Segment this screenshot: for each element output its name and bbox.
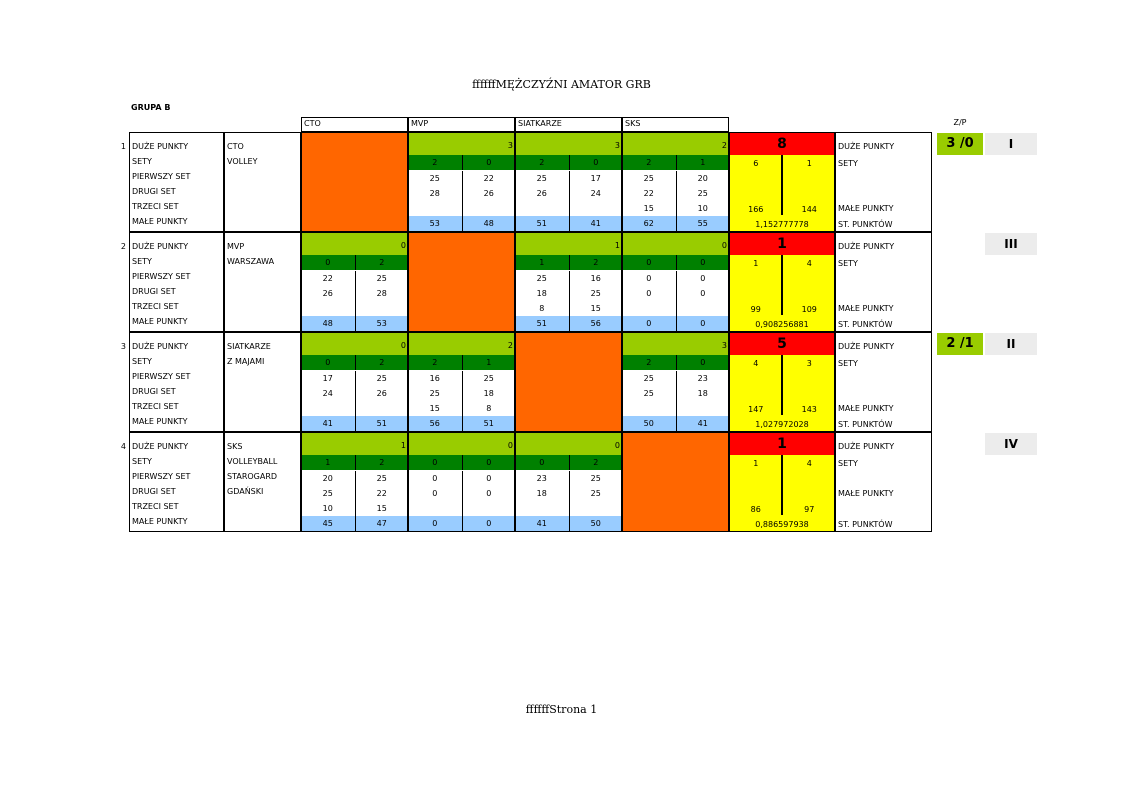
score-s3: 8 [462,401,516,416]
score-sets: 0 [462,155,516,170]
score-mp: 0 [676,316,730,331]
score-sets: 0 [325,258,331,267]
row-label: TRZECI SET [132,402,179,411]
total-points: 8 [777,136,787,152]
score-s1: 25 [569,471,623,486]
row-label: DUŻE PUNKTY [132,442,189,451]
score-s1: 0 [676,271,730,286]
score-mp: 50 [643,419,654,428]
score-s2: 24 [569,186,623,201]
row-label: TRZECI SET [132,202,179,211]
row-label: TRZECI SET [132,502,179,511]
match-points: 1 [400,441,406,450]
score-sets: 2 [355,355,409,370]
match-points: 0 [614,441,620,450]
score-mp: 45 [322,519,333,528]
score-sets: 2 [539,158,545,167]
score-s2: 26 [322,289,333,298]
team-name-line: SIATKARZE [227,342,271,351]
score-s3: 8 [539,304,545,313]
score-s2: 24 [322,389,333,398]
small-won: 99 [750,305,761,314]
score-s1: 20 [322,474,333,483]
small-won: 147 [748,405,764,414]
team-name-line: Z MAJAMI [227,357,265,366]
sets-lost: 4 [806,459,812,468]
score-s2: 22 [355,486,409,501]
score-s3 [408,501,462,516]
rank-badge: I [985,133,1037,155]
page-footer: ffffffStrona 1 [525,703,598,716]
team-name-line: WARSZAWA [227,257,275,266]
score-sets: 2 [355,255,409,270]
score-mp: 41 [676,416,730,431]
self-match-cell [408,233,515,331]
row-label: TRZECI SET [132,302,179,311]
row-label: SETY [132,457,152,466]
right-label-sets: SETY [838,259,858,268]
score-s1: 16 [429,374,440,383]
row-label: MAŁE PUNKTY [132,317,188,326]
score-s2: 25 [643,389,654,398]
right-label-sets: SETY [838,459,858,468]
score-mp: 50 [569,516,623,531]
row-label: MAŁE PUNKTY [132,417,188,426]
score-s3 [355,401,409,416]
sets-won: 6 [753,159,759,168]
score-s2: 26 [536,189,547,198]
score-s2: 18 [536,489,547,498]
score-s3 [408,201,462,216]
score-sets: 2 [646,358,652,367]
column-header: SIATKARZE [515,117,622,132]
match-points: 0 [721,241,727,250]
score-mp: 56 [569,316,623,331]
row-label: SETY [132,257,152,266]
right-label-ratio: ST. PUNKTÓW [838,420,893,429]
match-points: 1 [614,241,620,250]
match-points: 0 [507,441,513,450]
score-sets: 0 [325,358,331,367]
score-s3 [569,501,623,516]
zp-header: Z/P [953,118,967,127]
small-lost: 144 [801,205,817,214]
score-mp: 41 [536,519,547,528]
rank-badge: III [985,233,1037,255]
column-header: MVP [408,117,515,132]
score-sets: 0 [539,458,545,467]
score-mp: 51 [462,416,516,431]
team-name-line: STAROGARD [227,472,278,481]
row-label: PIERWSZY SET [132,472,191,481]
team-name-line: MVP [227,242,245,251]
score-mp: 56 [429,419,440,428]
right-label-ratio: ST. PUNKTÓW [838,220,893,229]
score-s2: 0 [432,489,438,498]
score-s3 [355,301,409,316]
score-mp: 51 [536,319,547,328]
score-s1: 16 [569,271,623,286]
row-label: DRUGI SET [132,287,176,296]
score-mp: 0 [462,516,516,531]
sets-lost: 4 [806,259,812,268]
score-s2: 22 [643,189,654,198]
score-s2: 25 [569,486,623,501]
score-s3: 15 [643,204,654,213]
right-label-big: DUŻE PUNKTY [838,342,895,351]
score-s1: 25 [462,371,516,386]
self-match-cell [622,433,729,531]
score-s3: 10 [676,201,730,216]
team-name-line: VOLLEYBALL [227,457,278,466]
column-header: SKS [622,117,729,132]
small-won: 166 [748,205,764,214]
match-points: 2 [721,141,727,150]
score-s2: 28 [429,189,440,198]
score-mp: 41 [322,419,333,428]
score-s2: 26 [355,386,409,401]
score-s2: 25 [569,286,623,301]
score-s1: 25 [355,271,409,286]
team-name-line: VOLLEY [227,157,258,166]
score-s1: 25 [643,374,654,383]
row-label: PIERWSZY SET [132,272,191,281]
score-mp: 0 [432,519,438,528]
score-s3: 15 [569,301,623,316]
score-sets: 0 [569,155,623,170]
score-s2: 0 [462,486,516,501]
right-label-ratio: ST. PUNKTÓW [838,320,893,329]
right-label-big: DUŻE PUNKTY [838,442,895,451]
score-s1: 22 [462,171,516,186]
right-label-small: MAŁE PUNKTY [838,404,894,413]
score-s2: 28 [355,286,409,301]
wins-losses-badge: 3 /0 [937,133,983,155]
right-label-small: MAŁE PUNKTY [838,204,894,213]
score-mp: 51 [355,416,409,431]
points-ratio: 0,886597938 [755,520,809,529]
score-sets: 2 [432,358,438,367]
score-s1: 23 [676,371,730,386]
right-label-big: DUŻE PUNKTY [838,242,895,251]
sets-won: 4 [753,359,759,368]
points-ratio: 0,908256881 [755,320,809,329]
sets-won: 1 [753,259,759,268]
right-label-small: MAŁE PUNKTY [838,304,894,313]
score-s1: 17 [569,171,623,186]
score-sets: 2 [569,455,623,470]
row-label: SETY [132,357,152,366]
row-label: MAŁE PUNKTY [132,517,188,526]
score-mp: 48 [322,319,333,328]
team-name-line: CTO [227,142,244,151]
score-s1: 17 [322,374,333,383]
score-s2: 18 [462,386,516,401]
score-s1: 0 [646,274,652,283]
right-label-small: MAŁE PUNKTY [838,489,894,498]
score-s3 [515,501,569,516]
score-s1: 23 [536,474,547,483]
sets-lost: 3 [806,359,812,368]
score-mp: 53 [355,316,409,331]
group-label: GRUPA B [131,103,171,112]
score-s1: 25 [355,471,409,486]
score-s3 [622,401,676,416]
row-label: DUŻE PUNKTY [132,342,189,351]
small-won: 86 [750,505,761,514]
score-sets: 0 [432,458,438,467]
right-label-big: DUŻE PUNKTY [838,142,895,151]
small-lost: 109 [801,305,817,314]
team-name-line: GDAŃSKI [227,487,264,496]
row-label: DRUGI SET [132,487,176,496]
score-s2: 25 [676,186,730,201]
row-label: DRUGI SET [132,187,176,196]
team-index: 3 [120,342,126,351]
score-s2: 25 [322,489,333,498]
score-s1: 20 [676,171,730,186]
score-mp: 55 [676,216,730,231]
wins-losses-badge: 2 /1 [937,333,983,355]
score-mp: 0 [646,319,652,328]
score-mp: 53 [429,219,440,228]
rank-badge: II [985,333,1037,355]
score-sets: 1 [325,458,331,467]
score-s3 [622,301,676,316]
score-s1: 0 [462,471,516,486]
score-mp: 47 [355,516,409,531]
total-points: 1 [777,436,787,452]
small-lost: 143 [801,405,817,414]
score-s3 [301,401,355,416]
score-s3 [676,401,730,416]
score-s2: 18 [676,386,730,401]
score-mp: 48 [462,216,516,231]
score-s3 [515,201,569,216]
score-sets: 2 [569,255,623,270]
score-sets: 0 [676,355,730,370]
score-s3 [569,201,623,216]
score-s1: 25 [429,174,440,183]
rank-badge: IV [985,433,1037,455]
right-label-ratio: ST. PUNKTÓW [838,520,893,529]
match-points: 3 [721,341,727,350]
score-sets: 2 [432,158,438,167]
score-s2: 0 [676,286,730,301]
score-sets: 2 [355,455,409,470]
sets-won: 1 [753,459,759,468]
total-points: 1 [777,236,787,252]
score-s1: 25 [536,274,547,283]
row-label: DUŻE PUNKTY [132,242,189,251]
score-s3 [462,501,516,516]
score-s3: 15 [429,404,440,413]
score-mp: 41 [569,216,623,231]
page-title: ffffffMĘŻCZYŹNI AMATOR GRB [472,78,651,91]
row-label: DUŻE PUNKTY [132,142,189,151]
column-header: CTO [301,117,408,132]
match-points: 0 [400,341,406,350]
score-s2: 0 [646,289,652,298]
score-s3: 15 [355,501,409,516]
total-points: 5 [777,336,787,352]
score-s3 [676,301,730,316]
score-sets: 0 [646,258,652,267]
score-sets: 1 [676,155,730,170]
score-mp: 51 [536,219,547,228]
score-s1: 0 [432,474,438,483]
row-label: DRUGI SET [132,387,176,396]
score-s1: 25 [643,174,654,183]
score-sets: 0 [676,255,730,270]
score-s2: 25 [429,389,440,398]
score-s1: 25 [355,371,409,386]
score-s3 [301,301,355,316]
team-index: 1 [120,142,126,151]
self-match-cell [515,333,622,431]
score-s3 [462,201,516,216]
score-sets: 2 [646,158,652,167]
score-s2: 18 [536,289,547,298]
score-sets: 1 [462,355,516,370]
team-index: 2 [120,242,126,251]
small-lost: 97 [804,505,815,514]
right-label-sets: SETY [838,159,858,168]
match-points: 3 [614,141,620,150]
score-sets: 0 [462,455,516,470]
match-points: 0 [400,241,406,250]
row-label: SETY [132,157,152,166]
match-points: 3 [507,141,513,150]
score-s1: 22 [322,274,333,283]
self-match-cell [301,133,408,231]
score-mp: 62 [643,219,654,228]
right-label-sets: SETY [838,359,858,368]
row-label: MAŁE PUNKTY [132,217,188,226]
score-s1: 25 [536,174,547,183]
points-ratio: 1,152777778 [755,220,809,229]
score-s3: 10 [322,504,333,513]
row-label: PIERWSZY SET [132,372,191,381]
score-sets: 1 [539,258,545,267]
points-ratio: 1,027972028 [755,420,809,429]
sets-lost: 1 [806,159,812,168]
team-name-line: SKS [227,442,243,451]
row-label: PIERWSZY SET [132,172,191,181]
team-index: 4 [120,442,126,451]
match-points: 2 [507,341,513,350]
score-s2: 26 [462,186,516,201]
